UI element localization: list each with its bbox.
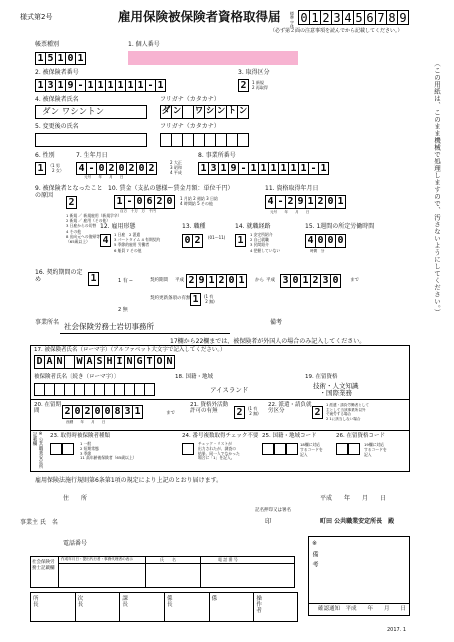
birth-date-label: 7. 生年月日 [76, 152, 108, 159]
job-route-field[interactable]: 1 [235, 234, 246, 247]
cause-options: 1 新規 ／ 新規雇用（新規学卒） 2 新規 ／ 雇用（その他） 3 日雇からの切替 4 その他 8 出向元への復帰等 （65歳以上） [66, 213, 122, 245]
office-name-field[interactable]: 社会保険労務士岩切事務所 [60, 322, 230, 334]
office-number-cell[interactable]: 1 [258, 162, 269, 175]
contract-to-cell[interactable]: 2 [310, 274, 321, 288]
roman-name-cell[interactable]: T [144, 355, 155, 369]
individual-number-field[interactable] [128, 51, 298, 65]
number-check-options: チェック・リストが 出力されたが、調査の 結果、同一人でなかった 場合に「1」を記入。 [198, 441, 240, 461]
nationality-code-field-2[interactable] [274, 443, 286, 455]
wage-cell[interactable]: 6 [144, 195, 155, 209]
contract-from-suffix: から [255, 278, 264, 283]
office-number-cell[interactable]: 1 [318, 162, 329, 175]
individual-number-label: 1. 個人番号 [128, 41, 160, 48]
furigana-cell[interactable]: ト [226, 105, 238, 119]
roman-name-field[interactable] [34, 355, 175, 369]
acquisition-date-cell[interactable]: 1 [335, 195, 346, 209]
acquisition-date-cell[interactable]: 2 [285, 195, 296, 209]
birth-date-cell[interactable]: 0 [116, 162, 127, 175]
sample-digit-cell: 7 [375, 10, 387, 25]
sr-col-3: 電 話 番 号 [218, 557, 238, 562]
contract-from-cell[interactable]: 0 [226, 274, 237, 288]
weekly-hours-label: 15. 1週間の所定労働時間 [305, 223, 375, 230]
foreign-note: 17欄から22欄までは、被保険者が外国人の場合のみ記入してください。 [170, 338, 366, 345]
insured-type-field[interactable] [50, 443, 62, 455]
weekly-hours-cell[interactable]: 0 [325, 234, 336, 248]
acquisition-date-sub: 元号 年 月 日 [270, 210, 310, 214]
occupation-cell[interactable]: 0 [182, 234, 193, 248]
residence-status-value[interactable]: 技術・人文知識 ・国際業務 [313, 382, 359, 398]
contract-period-label: 16. 契約期間の定め [35, 269, 83, 283]
insured-type-label: 23. 取得時被保険者種類 [50, 433, 110, 439]
sample-digit-cell: 8 [386, 10, 398, 25]
dispatch-field[interactable]: 2 [312, 406, 323, 419]
stamp-label: 次長 [77, 596, 84, 609]
employment-type-options: 1 日雇 2 派遣 3 パートタイム 4 有期契約 5 季節的雇用 労働者 6 船員 7 その他 [114, 232, 161, 253]
insured-number-cell[interactable]: 1 [155, 79, 166, 92]
furigana-cell[interactable]: ダ [160, 105, 172, 119]
stamp-divider [253, 592, 254, 622]
contract-from-cell[interactable]: 2 [186, 274, 197, 288]
roman-name-cont-field[interactable] [34, 383, 155, 396]
changed-furigana-field[interactable] [160, 133, 249, 147]
acquisition-type-label: 3. 取得区分 [238, 69, 270, 76]
outside-activity-label: 21. 資格外活動許可の有無 [190, 402, 228, 415]
furigana-cell[interactable]: シ [204, 105, 216, 119]
furigana-cell[interactable]: ン [237, 105, 249, 119]
dispatch-label: 22. 派遣・請負就労区分 [268, 402, 312, 415]
job-route-label: 14. 就職経路 [235, 223, 271, 230]
office-number-cell[interactable]: 1 [268, 162, 279, 175]
birth-date-sub: 元号 年 月 日 [84, 175, 124, 179]
header-note: （必ず第２面の注意事項を読んでから記載してください。） [270, 28, 403, 34]
cause-field[interactable]: 2 [66, 196, 77, 209]
wage-cell[interactable]: 1 [114, 195, 125, 209]
acquisition-date-label: 11. 資格取得年月日 [265, 185, 319, 192]
furigana-cell[interactable]: ワ [193, 105, 205, 119]
insured-number-cell[interactable]: 1 [55, 79, 66, 92]
outside-activity-options: (1 有 2 無) [248, 406, 259, 416]
weekly-hours-field[interactable] [305, 234, 346, 248]
furigana-label: フリガナ（カタカナ） [160, 96, 220, 103]
acquisition-date-cell[interactable]: 2 [315, 195, 326, 209]
residence-status-label: 19. 在留資格 [305, 374, 338, 380]
dispatch-options: 1 派遣・請負労働者として 主として当該事業所以外 で就労する場合 2 1に該当しない場合 [326, 403, 369, 421]
office-number-cell[interactable]: 1 [248, 162, 259, 175]
employment-type-field[interactable]: 4 [100, 234, 111, 247]
office-number-cell[interactable]: 1 [218, 162, 229, 175]
phone-label: 電話番号 [63, 540, 88, 547]
wage-cell[interactable]: 2 [154, 195, 165, 209]
contract-period-field[interactable]: 1 [88, 272, 99, 286]
residence-period-cell[interactable]: 0 [92, 405, 103, 419]
roman-name-cell[interactable]: I [114, 355, 125, 369]
birth-date-cell[interactable]: 2 [106, 162, 117, 175]
occupation-options: (01〜11) [208, 235, 226, 240]
insured-number-cell[interactable]: 9 [65, 79, 76, 92]
sample-digit-cell: 4 [342, 10, 354, 25]
birth-date-cell[interactable]: - [86, 162, 97, 175]
sample-digit-cell: 0 [298, 10, 310, 25]
contract-to-cell[interactable]: 1 [300, 274, 311, 288]
acquisition-type-field[interactable]: 2 [238, 79, 249, 92]
stamp-divider [209, 592, 210, 622]
roman-name-cont-cell[interactable] [144, 383, 155, 396]
sample-digit-cell: 6 [364, 10, 376, 25]
recipient: 町田 公共職業安定所長 殿 [320, 518, 395, 525]
acquisition-date-cell[interactable]: - [275, 195, 286, 209]
residence-period-suffix: まで [166, 411, 175, 416]
stamp-label: 係長 [167, 596, 173, 609]
standard-font-label: 標準字体 [290, 11, 294, 30]
renewal-field[interactable]: 1 [190, 293, 201, 306]
residence-period-cell[interactable]: 0 [102, 405, 113, 419]
sex-label: 6. 性別 [35, 152, 55, 159]
insured-name-field[interactable]: ダン ワシントン [35, 105, 147, 119]
residence-period-cell[interactable]: 2 [82, 405, 93, 419]
office-name-label: 事業所名 [35, 319, 60, 326]
furigana-cell[interactable]: ン [171, 105, 183, 119]
status-code-field[interactable] [336, 443, 348, 455]
birth-date-cell[interactable]: 4 [76, 162, 87, 175]
sample-digit-cell: 2 [320, 10, 332, 25]
nationality-value[interactable]: アイスランド [210, 386, 249, 394]
roman-name-cell[interactable]: A [84, 355, 95, 369]
roman-name-cell[interactable]: G [134, 355, 145, 369]
contract-from-cell[interactable]: 9 [196, 274, 207, 288]
changed-name-label: 5. 変更後の氏名 [35, 123, 79, 130]
insured-number-cell[interactable]: 1 [35, 79, 46, 92]
acquisition-date-cell[interactable]: 9 [295, 195, 306, 209]
acquisition-type-options: 1 新規 2 再取得 [252, 80, 268, 90]
roman-name-cell[interactable]: O [154, 355, 165, 369]
confirmation-notice: 確認通知 平成 年 月 日 [318, 606, 407, 612]
job-route-options: 1 安定所紹介 2 自己就職 3 民間紹介 4 把握していない [250, 232, 281, 253]
wage-field[interactable] [114, 195, 175, 209]
insured-number-cell[interactable]: - [75, 79, 86, 92]
form-number: 様式第2号 [20, 13, 53, 21]
birth-date-cell[interactable]: 0 [96, 162, 107, 175]
stamp-label: 係 [211, 596, 218, 602]
birth-era-options: 2 大正 3 昭和 4 平成 [170, 160, 182, 175]
office-number-cell[interactable]: 1 [288, 162, 299, 175]
office-number-cell[interactable]: - [238, 162, 249, 175]
sr-label: 社会保険労務士記載欄 [32, 560, 55, 571]
sample-digits [298, 10, 409, 25]
insured-number-cell[interactable]: 1 [95, 79, 106, 92]
office-number-cell[interactable]: 1 [278, 162, 289, 175]
seal-mark: 印 [265, 517, 272, 525]
stamp-divider [164, 592, 165, 622]
form-type-cell[interactable]: 1 [35, 52, 46, 65]
form-type-field[interactable] [35, 52, 86, 65]
side-note: （この用紙は、このまま機械で処理しますので、汚さないようにしてください。） [433, 60, 441, 316]
wage-sub: 百万 十万 万 千円 [120, 209, 156, 213]
residence-period-cell[interactable]: 3 [122, 405, 133, 419]
status-code-label: 26. 在留資格コード [336, 433, 385, 439]
weekly-hours-cell[interactable]: 4 [305, 234, 316, 248]
residence-period-sub: 西暦 年 月 日 [66, 420, 106, 424]
changed-furigana-label: フリガナ（カタカナ） [160, 123, 220, 130]
contract-yes-option: 1 有 ─ [118, 278, 133, 284]
sample-digit-cell: 1 [309, 10, 321, 25]
sr-col-2: 氏 名 [160, 557, 176, 562]
number-check-field[interactable] [182, 443, 194, 455]
nationality-code-field-3[interactable] [286, 443, 298, 455]
roman-name-cell[interactable]: N [124, 355, 135, 369]
birth-date-cell[interactable]: 2 [126, 162, 137, 175]
seal-note: 記名押印又は署名 [255, 508, 291, 513]
residence-period-field[interactable] [62, 405, 143, 419]
roman-name-cell[interactable]: N [164, 355, 175, 369]
stamp-divider [119, 592, 120, 622]
office-number-label: 8. 事業所番号 [198, 152, 236, 159]
form-type-label: 帳票種別 [35, 41, 60, 48]
outside-activity-field[interactable]: 2 [234, 406, 245, 419]
employer-name-label: 事業主 氏 名 [20, 519, 58, 526]
acquisition-date-cell[interactable]: 1 [305, 195, 316, 209]
acquisition-date-cell[interactable]: 0 [325, 195, 336, 209]
contract-from-field[interactable] [186, 274, 247, 288]
insured-number-cell[interactable]: 1 [85, 79, 96, 92]
contract-from-cell[interactable]: 2 [216, 274, 227, 288]
acquisition-date-field[interactable] [265, 195, 346, 209]
contract-period-sub-label: 契約期間 [150, 278, 168, 283]
residence-period-label: 20. 在留期間 [34, 402, 61, 415]
sr-col-1: 作成年月日・提出代行者・事務代理者の表示 [61, 557, 133, 561]
nationality-label: 18. 国籍・地域 [175, 374, 213, 380]
wage-cell[interactable]: - [124, 195, 135, 209]
office-number-field[interactable] [198, 162, 329, 175]
insured-name-label: 4. 被保険者氏名 [35, 96, 79, 103]
form-type-cell[interactable]: 5 [45, 52, 56, 65]
stamp-label: 課長 [122, 596, 128, 609]
changed-name-field[interactable] [35, 133, 147, 147]
renewal-options: (1 有 2 無) [204, 294, 215, 304]
date-label: 平成 年 月 日 [320, 495, 387, 502]
insured-type-options: 1 一般 2 短期常態 3 季節 11 高年齢被保険者（65歳以上） [80, 441, 137, 461]
stamp-label: 操作者 [256, 596, 262, 615]
insured-number-label: 2. 被保険者番号 [35, 69, 79, 76]
nationality-code-field[interactable] [262, 443, 274, 455]
office-number-cell[interactable]: 1 [298, 162, 309, 175]
sex-options: （1 男 2 女） [48, 163, 64, 173]
remarks-box-label: ※備考 [311, 540, 318, 571]
contract-to-field[interactable] [280, 274, 341, 288]
contract-from-cell[interactable]: 1 [236, 274, 247, 288]
contract-to-cell[interactable]: 3 [320, 274, 331, 288]
office-use-vertical-label: ※公共職業安定所記載欄 [32, 432, 43, 469]
wage-label: 10. 賃金（支払の態様ー賃金月額：単位千円） [108, 185, 234, 192]
occupation-cell[interactable]: 2 [192, 234, 203, 248]
law-statement: 雇用保険法施行規則第6条第1項の規定により上記のとおり届けます。 [35, 477, 223, 484]
nationality-code-options: 18欄に対応 するコードを 記入 [300, 442, 323, 457]
weekly-hours-cell[interactable]: 0 [315, 234, 326, 248]
acquisition-date-cell[interactable]: 4 [265, 195, 276, 209]
roman-name-cell[interactable]: A [44, 355, 55, 369]
birth-date-cell[interactable]: 2 [146, 162, 157, 175]
cause-label: 9. 被保険者となったことの原因 [35, 185, 103, 199]
office-number-cell[interactable]: - [308, 162, 319, 175]
contract-from-era: 平成 [175, 278, 184, 283]
sex-field[interactable]: 1 [35, 162, 46, 175]
remarks-box [308, 536, 410, 616]
renewal-label: 契約更新条項の有無 [150, 296, 191, 301]
residence-period-cell[interactable]: 0 [72, 405, 83, 419]
address-label: 住 所 [63, 495, 88, 502]
roman-name-cell[interactable]: N [54, 355, 65, 369]
form-type-cell[interactable]: 1 [55, 52, 66, 65]
roman-name-cell[interactable]: D [34, 355, 45, 369]
stamp-label: 所長 [33, 596, 39, 609]
changed-furigana-cell[interactable] [237, 133, 249, 147]
weekly-hours-cell[interactable]: 0 [335, 234, 346, 248]
status-code-options: 19欄に対応 するコードを 記入 [364, 442, 387, 457]
contract-to-suffix: まで [350, 278, 359, 283]
sample-digit-cell: 3 [331, 10, 343, 25]
wage-cell[interactable]: 0 [134, 195, 145, 209]
roman-name-cell[interactable]: H [104, 355, 115, 369]
employment-type-label: 12. 雇用形態 [100, 223, 136, 230]
weekly-hours-sub: 時間 分 [310, 249, 325, 253]
contract-to-cell[interactable]: 3 [280, 274, 291, 288]
residence-period-cell[interactable]: 8 [112, 405, 123, 419]
birth-date-cell[interactable]: 0 [136, 162, 147, 175]
contract-no-option: 2 無 [118, 307, 128, 313]
roman-name-label: 17. 被保険者氏名（ローマ字）（アルファベット大文字で記入してください。） [34, 347, 226, 353]
insured-number-field[interactable] [35, 79, 166, 92]
insured-number-cell[interactable]: - [145, 79, 156, 92]
residence-period-cell[interactable]: 1 [132, 405, 143, 419]
insured-number-cell[interactable]: 1 [105, 79, 116, 92]
furigana-field[interactable] [160, 105, 249, 119]
birth-date-field[interactable] [76, 162, 157, 175]
occupation-label: 13. 職種 [182, 223, 206, 230]
office-number-cell[interactable]: 3 [208, 162, 219, 175]
occupation-field[interactable] [182, 234, 203, 248]
stamp-divider [75, 592, 76, 622]
insured-number-cell[interactable]: 1 [135, 79, 146, 92]
insured-number-cell[interactable]: 1 [115, 79, 126, 92]
wage-cell[interactable]: 0 [164, 195, 175, 209]
roman-name-cell[interactable]: S [94, 355, 105, 369]
contract-from-cell[interactable]: 1 [206, 274, 217, 288]
form-type-cell[interactable]: 1 [75, 52, 86, 65]
insured-type-field-2[interactable] [62, 443, 74, 455]
roman-name-cont-label: 被保険者氏名〔続き（ローマ字）〕 [34, 374, 120, 380]
residence-period-cell[interactable]: 2 [62, 405, 73, 419]
insured-number-cell[interactable]: 1 [125, 79, 136, 92]
status-code-field-2[interactable] [348, 443, 360, 455]
form-type-cell[interactable]: 0 [65, 52, 76, 65]
sample-digit-cell: 5 [353, 10, 365, 25]
roman-name-cell[interactable]: W [74, 355, 85, 369]
nationality-code-label: 25. 国籍・地域コード [262, 433, 317, 439]
insured-number-cell[interactable]: 3 [45, 79, 56, 92]
furigana-cell[interactable]: ン [215, 105, 227, 119]
wage-options: 1 月給 2 週給 3 日給 4 時間給 5 その他 [180, 196, 218, 206]
remarks-label: 備考 [270, 319, 283, 326]
office-number-cell[interactable]: 9 [228, 162, 239, 175]
contract-to-era: 平成 [266, 278, 275, 283]
office-number-cell[interactable]: 1 [198, 162, 209, 175]
contract-to-cell[interactable]: 0 [330, 274, 341, 288]
contract-to-cell[interactable]: 0 [290, 274, 301, 288]
form-title: 雇用保険被保険者資格取得届 [118, 9, 281, 24]
form-version: 2017. 1 [387, 627, 407, 633]
number-check-label: 24. 番号複数取得チェック不要 [182, 433, 259, 439]
sample-digit-cell: 9 [397, 10, 409, 25]
